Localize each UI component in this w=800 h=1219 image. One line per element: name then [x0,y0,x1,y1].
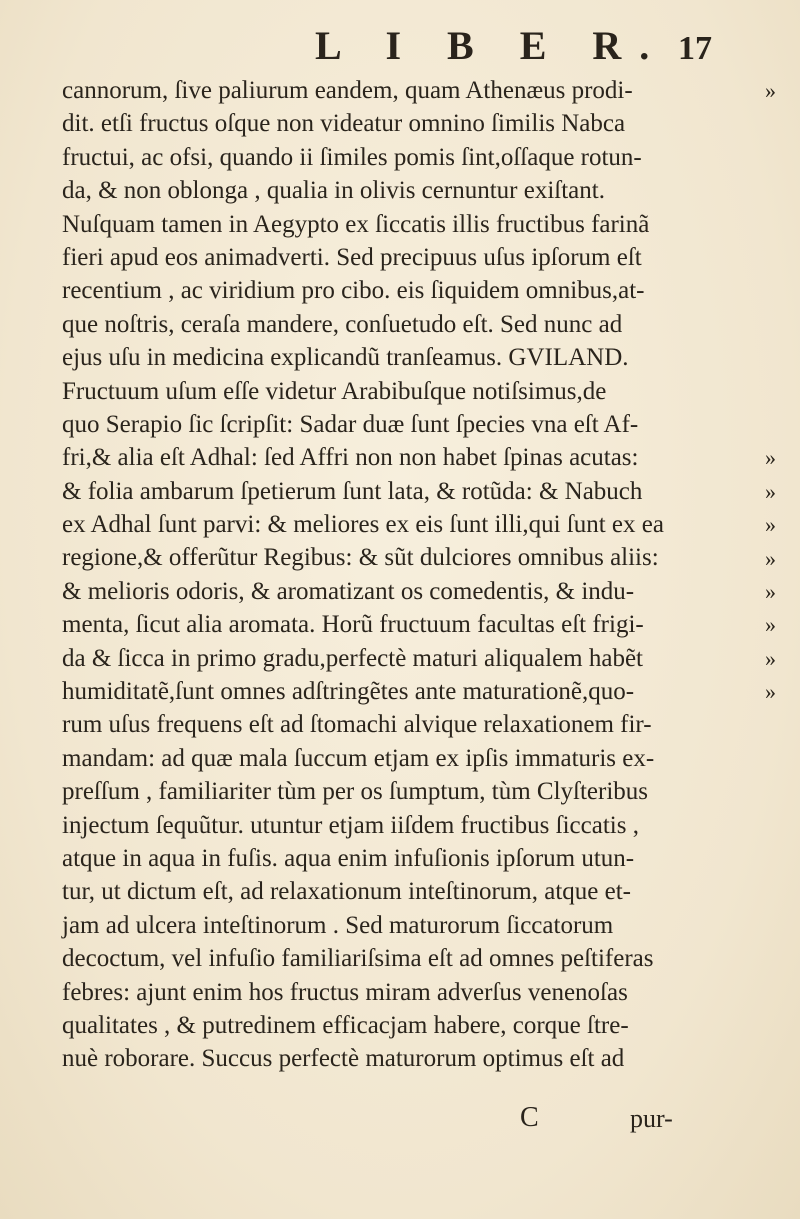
line-text: recentium , ac viridium pro cibo. eis ſiquidem omnibus,at- [62,277,645,305]
catchword: pur- [630,1104,673,1133]
line-text: da, & non oblonga , qualia in olivis cernuntur exiſtant. [62,177,605,205]
text-line [62,541,762,574]
text-line [62,809,762,842]
text-line [62,642,762,675]
quotation-mark: » [765,512,776,538]
text-line [62,274,762,307]
line-text: Nuſquam tamen in Aegypto ex ſiccatis illis fructibus farinã [62,210,650,238]
text-line [62,174,762,207]
line-text: atque in aqua in fuſis. aqua enim infuſionis ipſorum utun- [62,844,635,872]
line-text: humiditatẽ,ſunt omnes adſtringẽtes ante maturationẽ,quo- [62,678,635,706]
text-line [62,1042,762,1075]
line-text: dit. etſi fructus oſque non videatur omnino ſimilis Nabca [62,110,626,138]
line-text: quo Serapio ſic ſcripſit: Sadar duæ ſunt ſpecies vna eſt Af- [62,410,639,438]
line-text: cannorum, ſive paliurum eandem, quam Athenæus prodi- [62,77,633,104]
text-line [62,708,762,741]
text-line [62,508,762,541]
text-line [62,608,762,641]
text-line [62,475,762,508]
body-text [62,74,762,1076]
line-text: febres: ajunt enim hos fructus miram adverſus venenoſas [62,978,628,1006]
line-text: & melioris odoris, & aromatizant os comedentis, & indu- [62,577,635,605]
line-text: fieri apud eos animadverti. Sed precipuus uſus ipſorum eſt [62,243,642,271]
text-line [62,141,762,174]
line-text: injectum ſequũtur. utuntur etjam iiſdem fructibus ſiccatis , [62,811,639,839]
page-header [0,22,800,70]
line-text: preſſum , familiariter tùm per os ſumptum, tùm Clyſteribus [62,778,649,806]
line-text: regione,& offerũtur Regibus: & sũt dulciores omnibus aliis: [62,544,659,572]
text-line [62,241,762,274]
quotation-mark: » [765,679,776,705]
line-text: rum uſus frequens eſt ad ſtomachi alvique relaxationem fir- [62,711,652,739]
line-text: menta, ſicut alia aromata. Horũ fructuum facultas eſt frigi- [62,611,644,639]
line-text: & folia ambarum ſpetierum ſunt lata, & rotũda: & Nabuch [62,477,643,505]
line-text: Fructuum uſum eſſe videtur Arabibuſque notiſsimus,de [62,377,607,405]
text-line [62,742,762,775]
text-line [62,909,762,942]
quotation-mark: » [765,545,776,571]
text-line [62,575,762,608]
line-text: ejus uſu in medicina explicandũ tranſeamus. GVILAND. [62,344,629,372]
text-line [62,74,762,107]
text-line [62,208,762,241]
line-text: qualitates , & putredinem efficacjam habere, corque ſtre- [62,1011,629,1039]
quotation-mark: » [765,612,776,638]
line-text: nuè roborare. Succus perfectè maturorum optimus eſt ad [62,1045,625,1073]
text-line [62,942,762,975]
text-line [62,308,762,341]
signature-mark: C [520,1102,539,1133]
line-text: fri,& alia eſt Adhal: ſed Affri non non habet ſpinas acutas: [62,444,639,472]
text-line [62,341,762,374]
text-line [62,675,762,708]
line-text: mandam: ad quæ mala ſuccum etjam ex ipſis immaturis ex- [62,744,655,772]
line-text: ex Adhal ſunt parvi: & meliores ex eis ſunt illi,qui ſunt ex ea [62,511,664,539]
line-text: que noſtris, ceraſa mandere, conſuetudo eſt. Sed nunc ad [62,310,623,338]
quotation-mark: » [765,579,776,604]
text-line [62,842,762,875]
quotation-mark: » [765,445,776,471]
text-line [62,375,762,408]
running-head: L I B E R. [315,23,668,68]
line-text: fructui, ac ofsi, quando ii ſimiles pomis ſint,oſſaque rotun- [62,143,642,171]
line-text: da & ſicca in primo gradu,perfectè maturi aliqualem habẽt [62,644,644,672]
text-line [62,408,762,441]
text-line [62,107,762,140]
page-footer [0,1102,800,1142]
quotation-mark: » [765,645,776,671]
text-line [62,976,762,1009]
text-line [62,775,762,808]
quotation-mark: » [765,478,776,504]
text-line [62,875,762,908]
text-line [62,1009,762,1042]
line-text: tur, ut dictum eſt, ad relaxationum inteſtinorum, atque et- [62,878,631,906]
page-number: 17 [678,30,712,67]
quotation-mark: » [765,78,776,103]
line-text: jam ad ulcera inteſtinorum . Sed maturorum ſiccatorum [62,911,614,939]
line-text: decoctum, vel infuſio familiariſsima eſt ad omnes peſtiferas [62,945,654,973]
text-line [62,441,762,474]
